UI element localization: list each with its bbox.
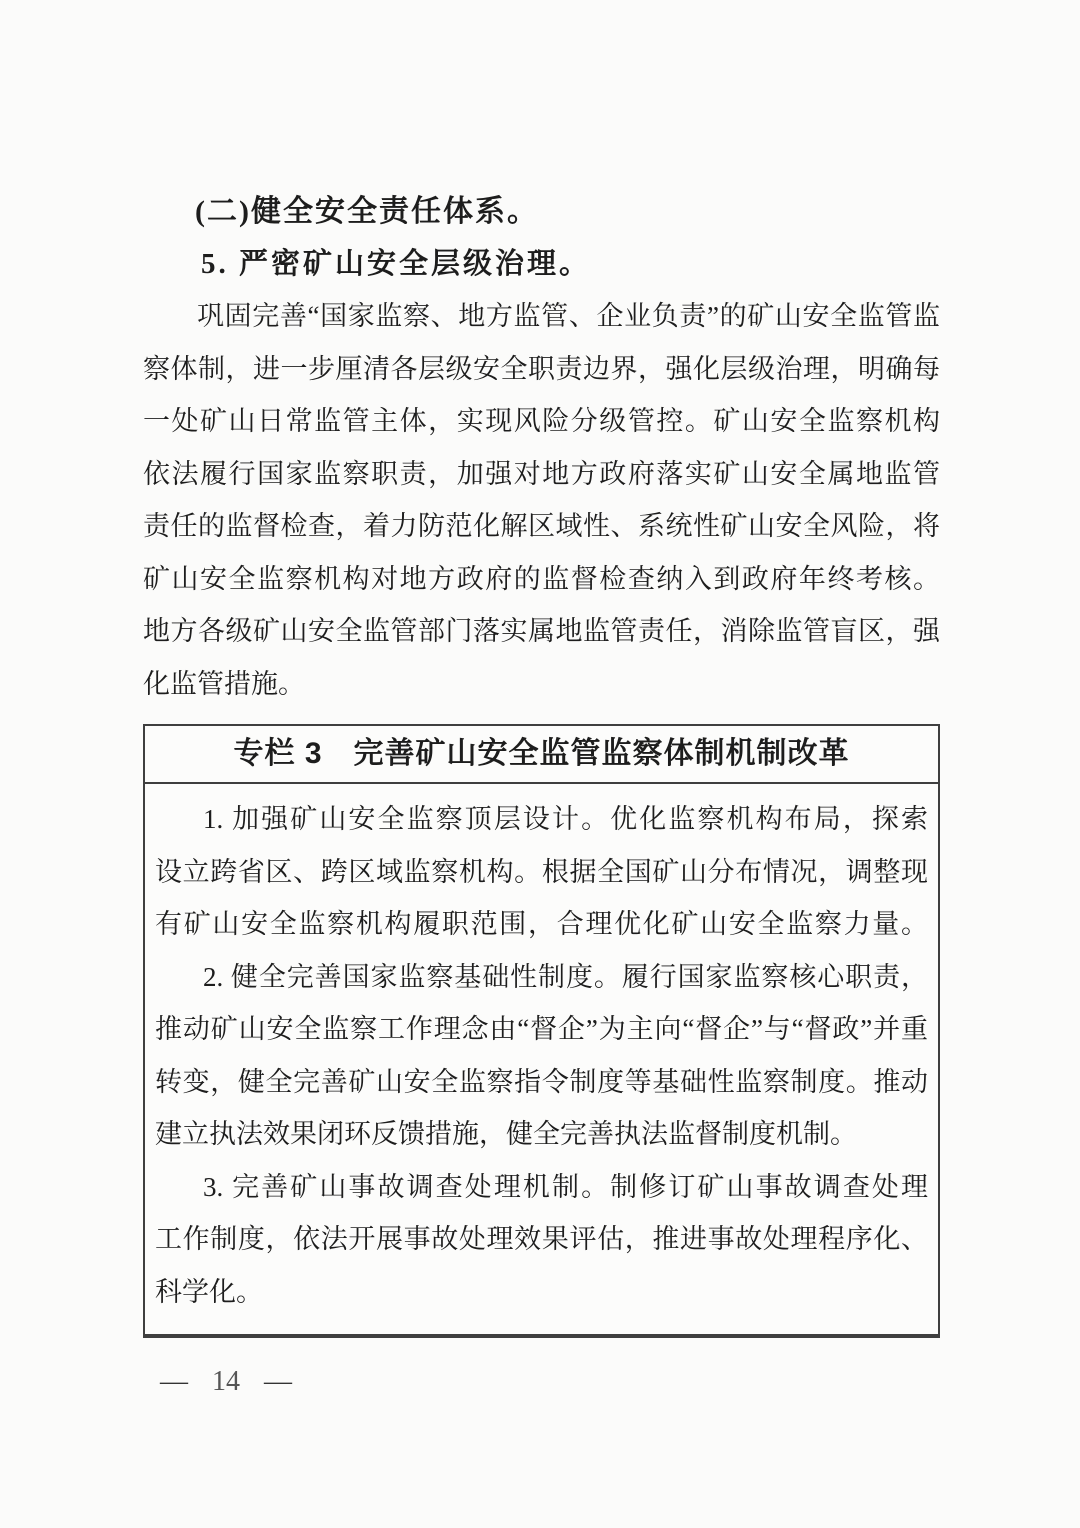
paragraph-line: 责任的监督检查，着力防范化解区域性、系统性矿山安全风险，将 [143, 511, 940, 541]
panel-line: 有矿山安全监察机构履职范围，合理优化矿山安全监察力量。 [155, 909, 928, 939]
panel-line: 工作制度，依法开展事故处理效果评估，推进事故处理程序化、 [155, 1224, 928, 1254]
body-paragraph [143, 290, 940, 710]
paragraph-line: 察体制，进一步厘清各层级安全职责边界，强化层级治理，明确每 [143, 353, 940, 384]
panel-line: 转变，健全完善矿山安全监察指令制度等基础性监察制度。推动 [155, 1066, 928, 1097]
panel-line: 2. 健全完善国家监察基础性制度。履行国家监察核心职责， [203, 961, 928, 992]
paragraph-line: 化监管措施。 [143, 668, 305, 699]
section-heading: (二)健全安全责任体系。 [195, 195, 539, 228]
footer-left-dash: — [160, 1366, 188, 1397]
column-box-title: 专栏 3 完善矿山安全监管监察体制机制改革 [145, 726, 938, 784]
footer-page-number: 14 [212, 1366, 240, 1397]
panel-line: 3. 完善矿山事故调查处理机制。制修订矿山事故调查处理 [203, 1171, 928, 1202]
paragraph-line: 一处矿山日常监管主体，实现风险分级管控。矿山安全监察机构 [143, 406, 940, 436]
panel-line: 1. 加强矿山安全监察顶层设计。优化监察机构布局，探索 [203, 804, 928, 834]
paragraph-line: 矿山安全监察机构对地方政府的监督检查纳入到政府年终考核。 [143, 563, 940, 594]
panel-line: 推动矿山安全监察工作理念由“督企”为主向“督企”与“督政”并重 [155, 1014, 928, 1044]
panel-line: 建立执法效果闭环反馈措施，健全完善执法监督制度机制。 [155, 1119, 857, 1149]
column-box-3 [143, 724, 940, 1338]
panel-line: 设立跨省区、跨区域监察机构。根据全国矿山分布情况，调整现 [155, 856, 928, 887]
paragraph-line: 依法履行国家监察职责，加强对地方政府落实矿山安全属地监管 [143, 458, 940, 489]
column-box-body [145, 784, 938, 1334]
footer-right-dash: — [264, 1366, 292, 1397]
panel-line: 科学化。 [155, 1276, 263, 1307]
paragraph-line: 巩固完善“国家监察、地方监管、企业负责”的矿山安全监管监 [197, 301, 940, 331]
page-footer [160, 1366, 292, 1398]
item-heading: 5. 严密矿山安全层级治理。 [201, 248, 592, 280]
paragraph-line: 地方各级矿山安全监管部门落实属地监管责任，消除监管盲区，强 [143, 616, 940, 646]
